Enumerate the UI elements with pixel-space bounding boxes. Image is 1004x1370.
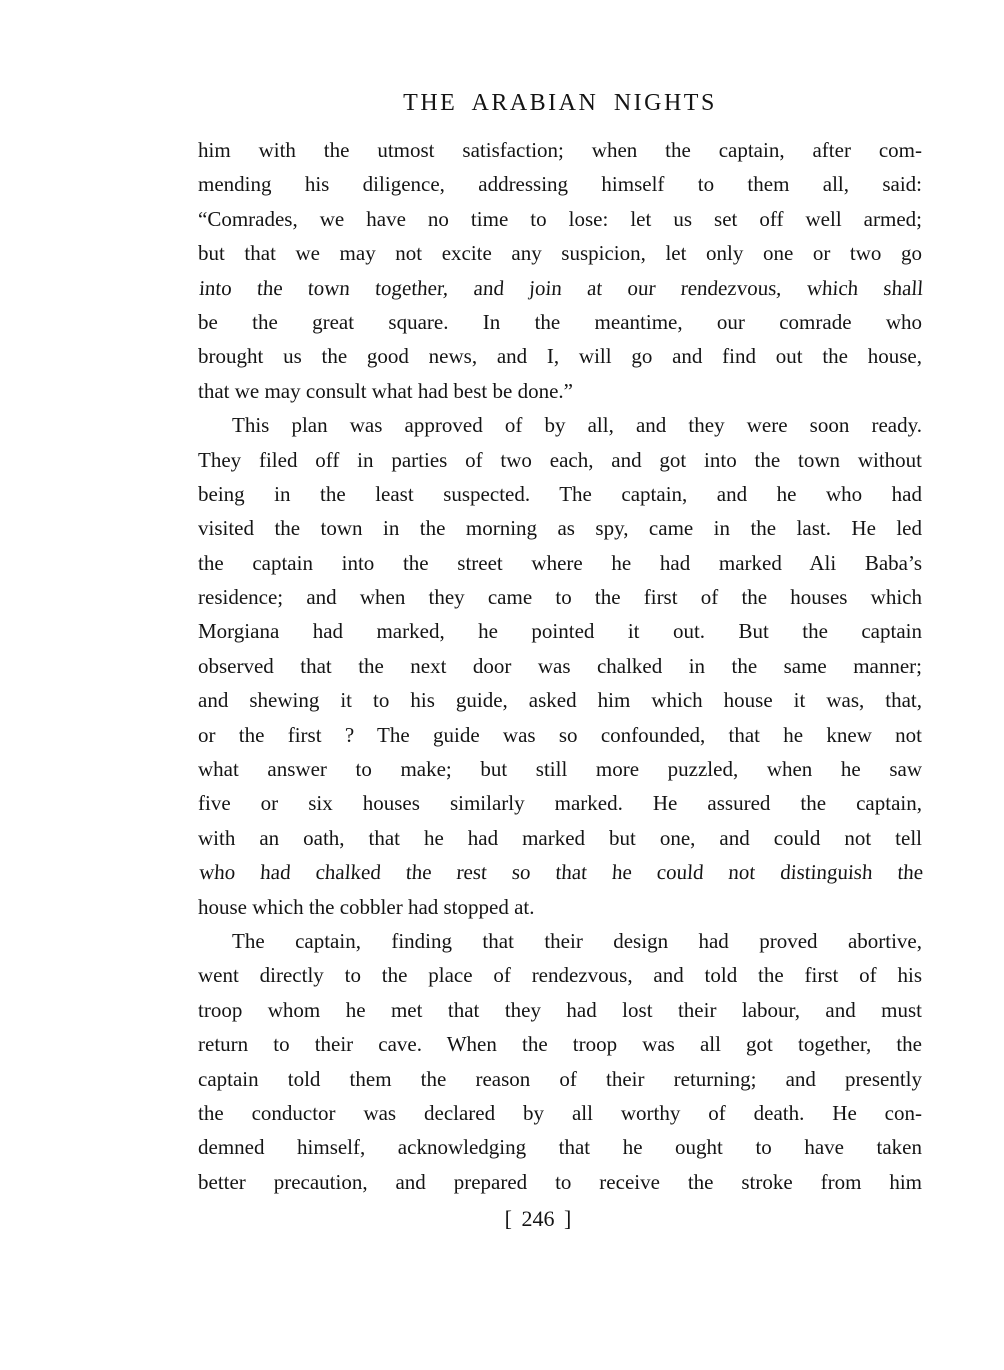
text-line: captain told them the reason of their returning; and presently <box>198 1066 922 1091</box>
text-line: being in the least suspected. The captain, and he who had <box>198 481 922 506</box>
text-line: the conductor was declared by all worthy of death. He con- <box>198 1100 922 1125</box>
text-line: house which the cobbler had stopped at. <box>198 894 535 919</box>
text-line: observed that the next door was chalked in the same manner; <box>198 653 922 678</box>
running-header: THE ARABIAN NIGHTS <box>403 90 717 116</box>
text-line: The captain, finding that their design had proved abortive, <box>232 928 922 953</box>
text-line: into the town together, and join at our rendezvous, which shall <box>198 275 925 300</box>
text-line: return to their cave. When the troop was all got together, the <box>198 1032 922 1057</box>
text-line: “Comrades, we have no time to lose: let us set off well armed; <box>198 206 922 231</box>
paragraph <box>198 133 925 408</box>
text-line: troop whom he met that they had lost their labour, and must <box>198 997 922 1022</box>
text-line: who had chalked the rest so that he could not distinguish the <box>198 860 925 885</box>
text-line: They filed off in parties of two each, and got into the town without <box>198 447 922 472</box>
paragraph <box>198 924 922 1199</box>
text-line: demned himself, acknowledging that he ought to have taken <box>198 1135 922 1160</box>
text-line: but that we may not excite any suspicion, let only one or two go <box>198 241 922 266</box>
text-line: the captain into the street where he had marked Ali Baba’s <box>198 550 922 575</box>
text-line: visited the town in the morning as spy, came in the last. He led <box>198 516 922 541</box>
page-body <box>198 133 925 1199</box>
text-line: be the great square. In the meantime, our comrade who <box>198 309 922 334</box>
text-line: mending his diligence, addressing himself to them all, said: <box>198 172 922 197</box>
text-line: with an oath, that he had marked but one, and could not tell <box>198 825 922 850</box>
text-line: what answer to make; but still more puzzled, when he saw <box>198 757 922 782</box>
text-line: five or six houses similarly marked. He assured the captain, <box>198 791 922 816</box>
text-line: that we may consult what had best be done.” <box>198 378 573 403</box>
text-line: This plan was approved of by all, and they were soon ready. <box>232 413 922 438</box>
page-number: [ 246 ] <box>504 1206 572 1231</box>
text-line: brought us the good news, and I, will go and find out the house, <box>198 344 922 369</box>
text-line: better precaution, and prepared to receive the stroke from him <box>198 1169 922 1194</box>
text-line: or the first ? The guide was so confounded, that he knew not <box>198 722 922 747</box>
text-line: Morgiana had marked, he pointed it out. But the captain <box>198 619 922 644</box>
text-line: residence; and when they came to the first of the houses which <box>198 585 922 610</box>
paragraph <box>198 408 925 924</box>
text-line: him with the utmost satisfaction; when the captain, after com- <box>198 138 922 162</box>
text-line: went directly to the place of rendezvous, and told the first of his <box>198 963 922 988</box>
text-line: and shewing it to his guide, asked him which house it was, that, <box>198 688 922 713</box>
